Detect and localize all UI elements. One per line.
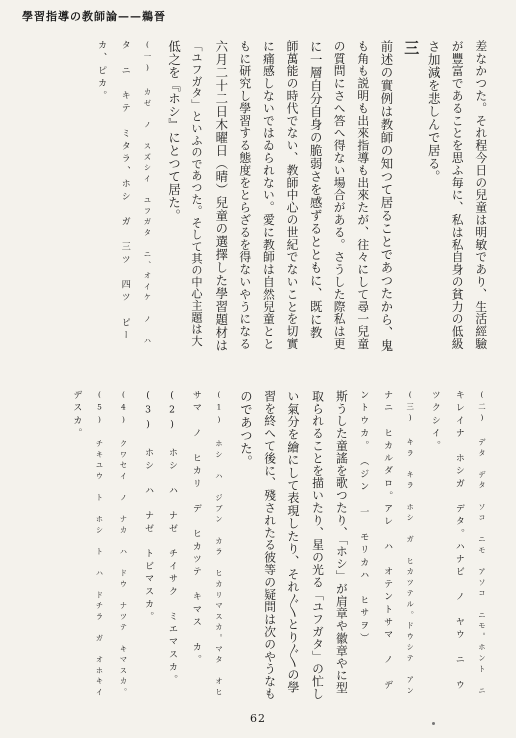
upper-line: (一) カゼ ノ スズシイ ユフガタ ニ、オイケ ノ ハ — [143, 40, 152, 348]
lower-line: 取られることを描いたり、星の光る「ユフガタ」の忙し — [310, 390, 325, 700]
lower-line: (三) キラ キラ ホシ ガ ヒカツテル。ドウシテ アン — [405, 390, 415, 698]
upper-line: 前述の實例は教師の知つて居ることであつたから、鬼 — [379, 40, 394, 352]
lower-line: キレイナ ホシガ デタ。ハナビ ノ ヤウ ニ ウ — [453, 390, 465, 693]
lower-line: 斯うした童謠を歌つたり、「ホシ」が肩章や徽章やに型 — [334, 390, 349, 695]
lower-line: 習を終へて後に、殘されたる彼等の疑問は次のやうなも — [262, 390, 277, 700]
lower-line: (3) ホシ ハ ナゼ トビマスカ。 — [142, 390, 154, 624]
upper-line: が豐富であることを思ふ毎に、私は私自身の貧力の低級 — [450, 40, 465, 350]
lower-line: のであつた。 — [238, 390, 254, 468]
upper-line: 三 — [402, 40, 421, 59]
lower-line: (1) ホシ ハ ジブン カラ ヒカリマスカ。マタ オヒ — [214, 390, 224, 699]
upper-line: 低之を『ホシ』にとつて居た。 — [166, 40, 182, 222]
upper-line: 師萬能の時代でない、教師中心の世紀でないことを切實 — [284, 40, 299, 350]
upper-line: も角も説明も出來指導も出來たが、往々にして尋一兒童 — [355, 40, 370, 350]
lower-line: サマ ノ ヒカリ デ ヒカツテ キマス カ。 — [190, 390, 202, 668]
lower-line: (4) クワセイ ノ ナカ ハ ドウ ナツテ キマスカ。 — [118, 390, 128, 699]
lower-line: ナニ ヒカルダロ。アレ ハ オテントサマ ノ デ — [381, 390, 393, 693]
lower-line: (5) チキユウ ト ホシ ト ハ ドチラ ガ オホキイ — [95, 390, 104, 699]
lower-line: い氣分を繪にして表現したり、それ〴〵とり〴〵の學 — [285, 390, 300, 694]
upper-line: の質問にさへ答へ得ない場合がある。さうした際私は更 — [332, 40, 347, 350]
upper-line: 六月二十二日木曜日（晴）兒童の選擇した學習題材は — [213, 40, 229, 352]
upper-line: さ加減を悲しんで居る。 — [426, 40, 442, 183]
page-number: 62 — [250, 712, 266, 725]
upper-line: 「ユフガタ」といふのであつた。そして其の中心主題は大 — [190, 40, 203, 347]
upper-line: に一層自分自身の脆弱さを感ずるとともに、既に教 — [308, 40, 324, 339]
upper-line: 差なかつた。それ程今日の兒童は明敏であり、生活經驗 — [473, 40, 488, 350]
lower-line: デスカ。 — [70, 390, 82, 441]
upper-line: カ、ピカ。 — [95, 40, 107, 103]
lower-line: (2) ホシ ハ ナゼ チイサク ミエマスカ。 — [166, 390, 178, 687]
lower-line: ントウカ。 （ジン 一 モリカハ ヒサヲ） — [357, 390, 369, 646]
upper-line: もに研究し學習する態度をとらざるを得ないやうになる — [237, 40, 252, 350]
upper-line: タ ニ キテ ミタラ、ホシ ガ 三ツ 四ツ ピー — [119, 40, 131, 343]
running-header: 學習指導の教師論——鵜晉 — [22, 10, 166, 23]
lower-line: (二) デタ デタ ソコ ニモ アソコ ニモ。ホント ニ — [477, 390, 487, 698]
lower-line: ツクシイ。 — [429, 390, 441, 453]
upper-line: に痛感しないではゐられない。愛に教師は自然兒童とと — [261, 40, 276, 350]
